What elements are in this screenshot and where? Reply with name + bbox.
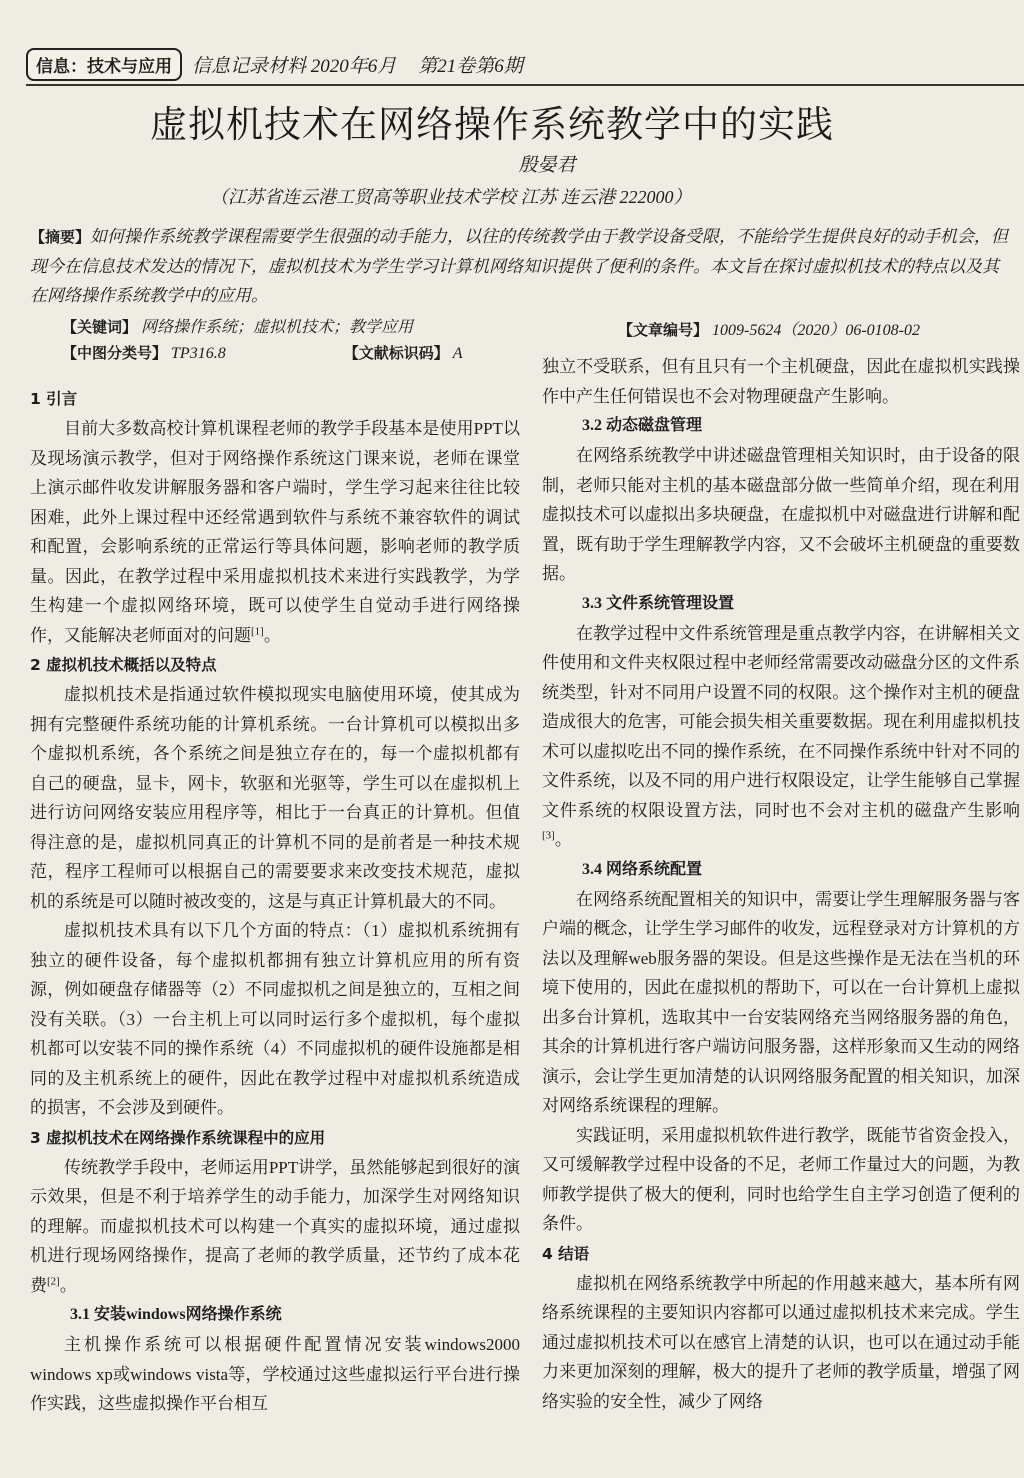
section-heading: 3 虚拟机技术在网络操作系统课程中的应用: [30, 1128, 326, 1147]
paragraph: 虚拟机技术具有以下几个方面的特点：（1）虚拟机系统拥有独立的硬件设备，每个虚拟机都拥有独立计算机应用的所有资源，例如硬盘存储器等（2）不同虚拟机之间是独立的，互相之间没有关联。（3）一台主机上可以同时运行多个虚拟机，每个虚拟机都可以安装不同的操作系统（4）不同虚拟机的硬件设施都是相同的及主机系统上的硬件，因此在教学过程中对虚拟机系统造成的损害，不会涉及到硬件。: [30, 921, 520, 1117]
subsection-heading: 3.2 动态磁盘管理: [582, 417, 703, 434]
classification: [62, 342, 462, 363]
section-badge: 信息：技术与应用: [26, 48, 182, 81]
paragraph: 在教学过程中文件系统管理是重点教学内容，在讲解相关文件使用和文件夹权限过程中老师经常需要改动磁盘分区的文件系统类型，针对不同用户设置不同的权限。这个操作对主机的硬盘造成很大的危害，可能会损失相关重要数据。现在利用虚拟机技术可以虚拟吃出不同的操作系统，在不同操作系统中针对不同的文件系统，以及不同的用户进行权限设定，让学生能够自己掌握文件系统的权限设置方法，同时也不会对主机的磁盘产生影响[3]。: [542, 623, 1020, 849]
article-no-label: 【文章编号】: [618, 321, 709, 339]
paragraph: 在网络系统教学中讲述磁盘管理相关知识时，由于设备的限制，老师只能对主机的基本磁盘部分做一些简单介绍，现在利用虚拟技术可以虚拟出多块硬盘，在虚拟机中对磁盘进行讲解和配置，既有助于学生理解教学内容，又不会破坏主机硬盘的重要数据。: [542, 446, 1020, 583]
paragraph: 虚拟机技术是指通过软件模拟现实电脑使用环境，使其成为拥有完整硬件系统功能的计算机系统。一台计算机可以模拟出多个虚拟机系统，各个系统之间是独立存在的，每一个虚拟机都有自己的硬盘，显卡，网卡，软驱和光驱等，学生可以在虚拟机上进行访问网络安装应用程序等，相比于一台真正的计算机。但值得注意的是，虚拟机同真正的计算机不同的是前者是一种技术规范，程序工程师可以根据自己的需要要求来改变技术规范，虚拟机的系统是可以随时被改变的，这是与真正计算机最大的不同。: [30, 685, 520, 911]
paragraph: 独立不受联系，但有且只有一个主机硬盘，因此在虚拟机实践操作中产生任何错误也不会对物理硬盘产生影响。: [542, 357, 1020, 406]
paragraph: 实践证明，采用虚拟机软件进行教学，既能节省资金投入，又可缓解教学过程中设备的不足，老师工作量过大的问题，为教师教学提供了极大的便利，同时也给学生自主学习创造了便利的条件。: [542, 1125, 1020, 1233]
paragraph: 虚拟机在网络系统教学中所起的作用越来越大，基本所有网络系统课程的主要知识内容都可以通过虚拟机技术来完成。学生通过虚拟机技术可以在感官上清楚的认识，也可以在通过动手能力来更加深刻的理解，极大的提升了老师的教学质量，增强了网络实验的安全性，减少了网络: [542, 1273, 1020, 1411]
section-heading: 1 引言: [30, 390, 78, 408]
keywords: [62, 314, 413, 337]
clc-label: 【中图分类号】: [62, 344, 168, 362]
clc-value: TP316.8: [171, 345, 226, 362]
keywords-text: 网络操作系统；虚拟机技术；教学应用: [141, 319, 414, 336]
article-title: 虚拟机技术在网络操作系统教学中的实践: [150, 103, 834, 146]
keywords-label: 【关键词】: [62, 318, 138, 336]
article-number: [618, 317, 920, 340]
subsection-heading: 3.3 文件系统管理设置: [582, 594, 735, 612]
subsection-heading: 3.4 网络系统配置: [582, 860, 703, 878]
right-column: [542, 352, 1020, 1416]
author-name: 殷晏君: [518, 155, 576, 176]
abstract-label: 【摘要】: [30, 228, 91, 246]
doc-code-label: 【文献标识码】: [343, 344, 449, 362]
citation: [3]: [542, 829, 555, 842]
section-heading: 4 结语: [542, 1244, 590, 1263]
abstract-text: 如何操作系统教学课程需要学生很强的动手能力，以往的传统教学由于教学设备受限，不能给学生提供良好的动手机会，但现今在信息技术发达的情况下，虚拟机技术为学生学习计算机网络知识提供了便利的条件。本文旨在探讨虚拟机技术的特点以及其在网络操作系统教学中的应用。: [30, 227, 1009, 305]
issue-info: 第21卷第6期: [418, 55, 523, 77]
running-header: [26, 46, 523, 82]
paragraph: 传统教学手段中，老师运用PPT讲学，虽然能够起到很好的演示效果，但是不利于培养学生的动手能力，加深学生对网络知识的理解。而虚拟机技术可以构建一个真实的虚拟环境，通过虚拟机进行现场网络操作，提高了老师的教学质量，还节约了成本花费[2]。: [30, 1157, 520, 1295]
subsection-heading: 3.1 安装windows网络操作系统: [70, 1306, 282, 1323]
paragraph: 在网络系统配置相关的知识中，需要让学生理解服务器与客户端的概念，让学生学习邮件的收发，远程登录对方计算机的方法以及理解web服务器的架设。但是这些操作是无法在当机的环境下使用的，因此在虚拟机的帮助下，可以在一台计算机上虚拟出多台计算机，选取其中一台安装网络充当网络服务器的角色，其余的计算机进行客户端访问服务器，这样形象而又生动的网络演示，会让学生更加清楚的认识网络服务配置的相关知识，加深对网络系统课程的理解。: [542, 889, 1020, 1115]
paragraph: 目前大多数高校计算机课程老师的教学手段基本是使用PPT以及现场演示教学，但对于网络操作系统这门课来说，老师在课堂上演示邮件收发讲解服务器和客户端时，学生学习起来往往比较困难，此外上课过程中还经常遇到软件与系统不兼容软件的调试和配置，会影响系统的正常运行等具体问题，影响老师的教学质量。因此，在教学过程中采用虚拟机技术来进行实践教学，为学生构建一个虚拟网络环境，既可以使学生自觉动手进行网络操作，又能解决老师面对的问题[1]。: [30, 419, 520, 645]
author-affiliation: （江苏省连云港工贸高等职业技术学校 江苏 连云港 222000）: [210, 187, 692, 207]
left-column: [30, 384, 520, 1419]
header-rule: [26, 84, 1024, 86]
citation: [1]: [251, 624, 264, 637]
article-no-value: 1009-5624（2020）06-0108-02: [712, 322, 921, 339]
abstract: [30, 222, 1015, 310]
doc-code-value: A: [452, 345, 463, 362]
paragraph: 主机操作系统可以根据硬件配置情况安装windows2000 windows xp或windows vista等，学校通过这些虚拟运行平台进行操作实践，这些虚拟操作平台相互: [30, 1335, 520, 1413]
section-heading: 2 虚拟机技术概括以及特点: [30, 656, 217, 674]
citation: [2]: [47, 1274, 60, 1287]
journal-info: 信息记录材料 2020年6月: [192, 55, 397, 77]
